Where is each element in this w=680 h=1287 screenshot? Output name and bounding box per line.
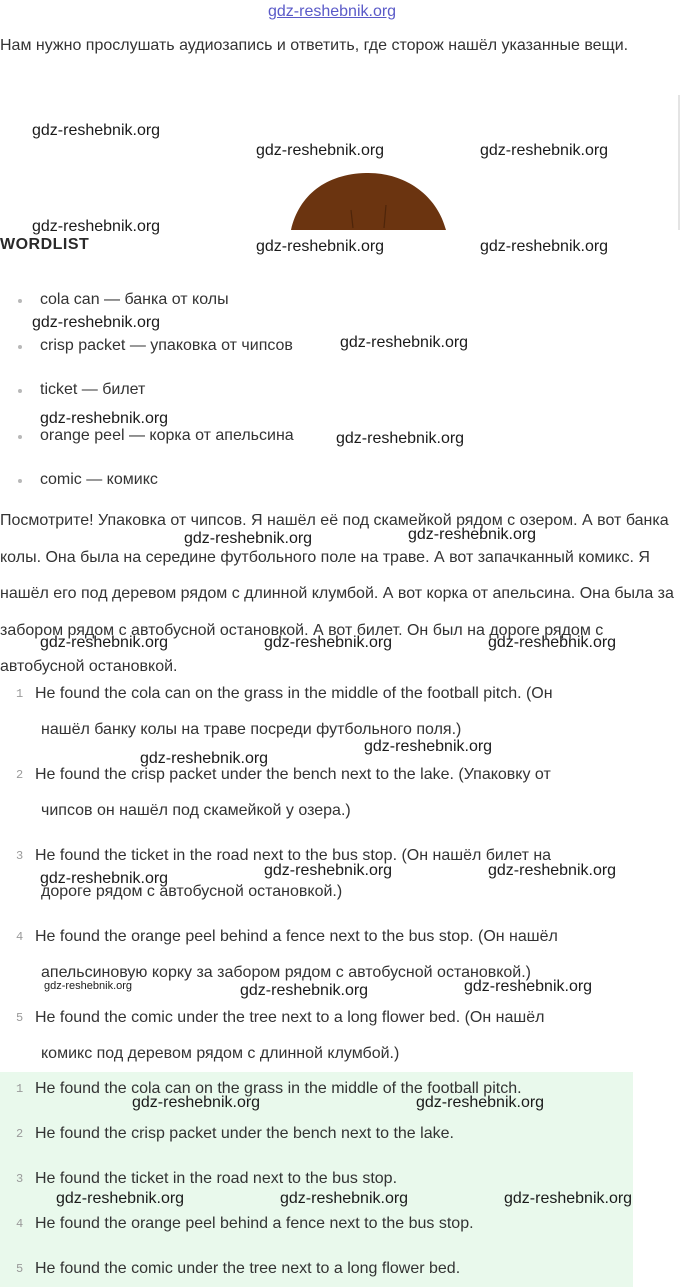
bullet-dot-icon [18,345,22,349]
watermark: gdz-reshebnik.org [480,142,609,159]
watermark: gdz-reshebnik.org [40,870,169,887]
final-answer-text: He found the orange peel behind a fence next to the bus stop. [35,1215,474,1232]
list-item [18,381,145,399]
answer-line-english: He found the comic under the tree next to a long flower bed. (Он нашёл [35,1009,545,1026]
bullet-dot-icon [18,389,22,393]
answer-number: 5 [16,1011,24,1025]
wordlist-item-text: comic — комикс [40,471,158,488]
answer-line-translation: нашёл банку колы на траве посреди футбольного поля.) [41,721,462,738]
final-answer-text: He found the crisp packet under the bench next to the lake. [35,1125,454,1142]
wordlist-item-text: crisp packet — упаковка от чипсов [40,337,293,354]
list-item [18,471,158,489]
intro-text: Нам нужно прослушать аудиозапись и ответить, где сторож нашёл указанные вещи. [0,37,629,54]
watermark: gdz-reshebnik.org [340,334,469,351]
watermark: gdz-reshebnik.org [240,982,369,999]
final-answer-number: 3 [16,1172,24,1186]
answer-line-translation: чипсов он нашёл под скамейкой у озера.) [41,802,351,819]
final-answer-number: 4 [16,1217,24,1231]
brown-hill-image [291,170,446,230]
answer-line-translation: дороге рядом с автобусной остановкой.) [41,883,343,900]
watermark: gdz-reshebnik.org [32,218,161,235]
watermark: gdz-reshebnik.org [504,1190,633,1207]
answer-number: 2 [16,768,24,782]
watermark: gdz-reshebnik.org [256,142,385,159]
watermark: gdz-reshebnik.org [184,530,313,547]
wordlist-item-text: orange peel — корка от апельсина [40,427,294,444]
bullet-dot-icon [18,299,22,303]
watermark: gdz-reshebnik.org [280,1190,409,1207]
watermark: gdz-reshebnik.org [132,1094,261,1111]
transcript-text: Посмотрите! Упаковка от чипсов. Я нашёл её под скамейкой рядом с озером. А вот банка колы. Она была на середине футбольного поле на траве. А вот запачканный комикс. Я нашёл его под деревом рядом с длинной клумбой. А вот корка от апельсина. Она была за забором рядом с автобусной остановкой. А вот билет. Он был на дороге рядом с автобусной остановкой. [0,512,674,675]
answer-line-translation: комикс под деревом рядом с длинной клумбой.) [41,1045,400,1062]
watermark: gdz-reshebnik.org [264,634,393,651]
wordlist-item-text: ticket — билет [40,381,146,398]
watermark: gdz-reshebnik.org [40,634,169,651]
top-site-link[interactable]: gdz-reshebnik.org [268,3,397,20]
watermark: gdz-reshebnik.org [336,430,465,447]
watermark: gdz-reshebnik.org [32,122,161,139]
final-answer-text: He found the ticket in the road next to the bus stop. [35,1170,398,1187]
watermark: gdz-reshebnik.org [488,862,617,879]
watermark: gdz-reshebnik.org [140,750,269,767]
answer-line-translation: апельсиновую корку за забором рядом с автобусной остановкой.) [41,964,532,981]
list-item [18,427,294,445]
watermark: gdz-reshebnik.org [408,526,537,543]
watermark: gdz-reshebnik.org [416,1094,545,1111]
list-item [18,291,229,309]
answer-line-english: He found the ticket in the road next to the bus stop. (Он нашёл билет на [35,847,552,864]
watermark: gdz-reshebnik.org [480,238,609,255]
watermark: gdz-reshebnik.org [364,738,493,755]
final-answer-text: He found the cola can on the grass in the middle of the football pitch. [35,1080,522,1097]
watermark: gdz-reshebnik.org [40,410,169,427]
watermark: gdz-reshebnik.org [464,978,593,995]
watermark: gdz-reshebnik.org [264,862,393,879]
answer-line-english: He found the cola can on the grass in the middle of the football pitch. (Он [35,685,553,702]
wordlist-item-text: cola can — банка от колы [40,291,229,308]
answer-line-english: He found the orange peel behind a fence next to the bus stop. (Он нашёл [35,928,558,945]
answer-number: 1 [16,687,24,701]
bullet-dot-icon [18,479,22,483]
final-answer-number: 2 [16,1127,24,1141]
bullet-dot-icon [18,435,22,439]
final-answer-number: 1 [16,1082,24,1096]
watermark: gdz-reshebnik.org [488,634,617,651]
answer-line-english: He found the crisp packet under the bench next to the lake. (Упаковку от [35,766,551,783]
answer-number: 3 [16,849,24,863]
watermark: gdz-reshebnik.org [44,980,133,992]
wordlist-heading: WORDLIST [0,236,90,253]
answer-number: 4 [16,930,24,944]
watermark: gdz-reshebnik.org [56,1190,185,1207]
watermark: gdz-reshebnik.org [256,238,385,255]
list-item [18,337,293,355]
watermark: gdz-reshebnik.org [32,314,161,331]
final-answer-text: He found the comic under the tree next to a long flower bed. [35,1260,461,1277]
final-answer-number: 5 [16,1262,24,1276]
